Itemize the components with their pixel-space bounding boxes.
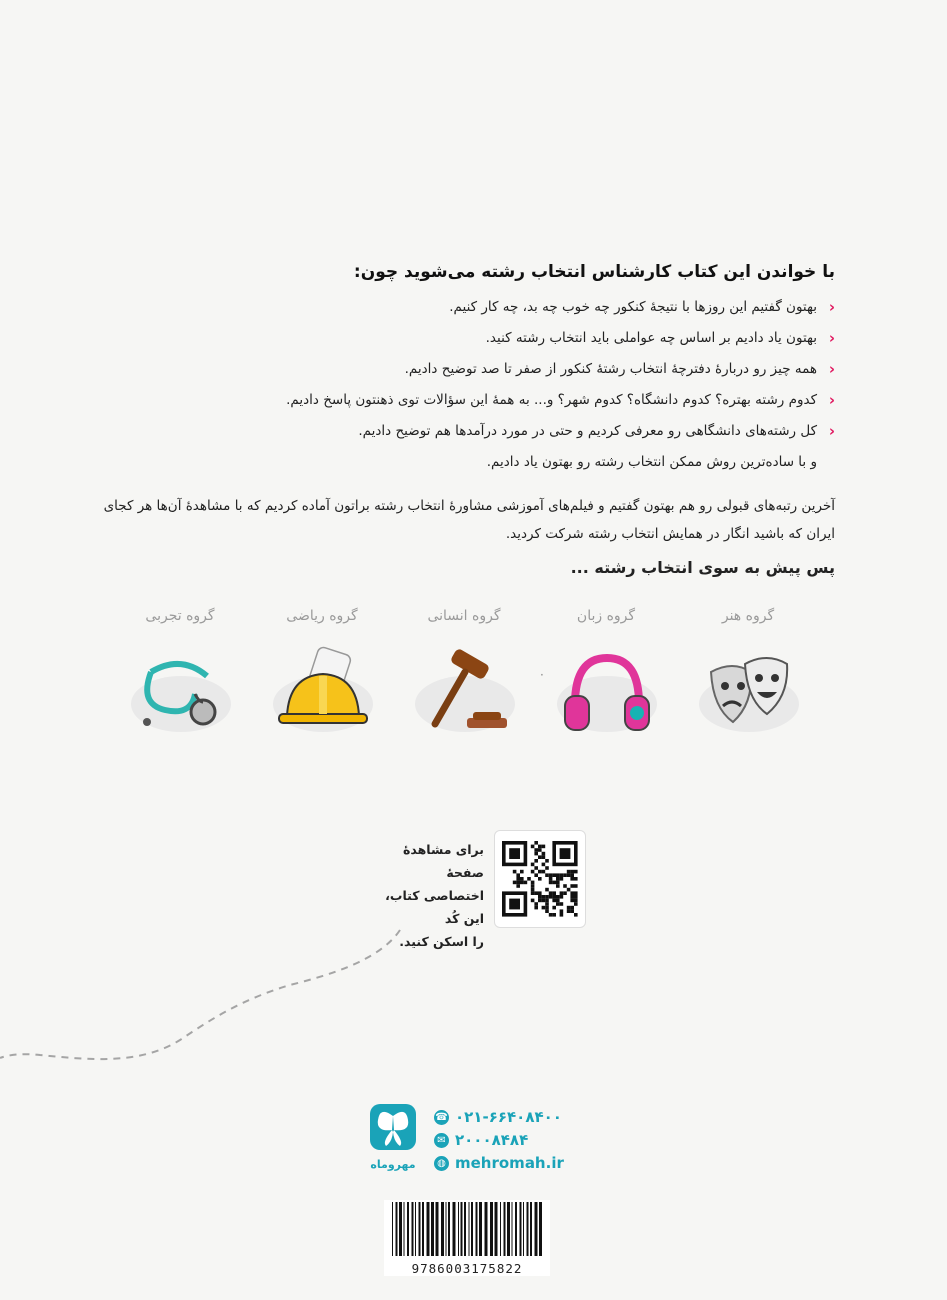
website-link[interactable]: mehromah.ir xyxy=(455,1154,564,1172)
group-label: گروه هنر xyxy=(721,608,775,624)
group-experimental xyxy=(120,608,240,742)
theater-masks-icon xyxy=(693,642,803,738)
qr-code[interactable] xyxy=(494,830,586,928)
field-groups xyxy=(118,608,828,748)
sms-icon: ✉ xyxy=(434,1133,449,1148)
main-text xyxy=(100,262,835,577)
list-item: ‹ کل رشته‌های دانشگاهی رو معرفی کردیم و حتی در مورد درآمدها هم توضیح دادیم. xyxy=(100,416,835,447)
group-math xyxy=(262,608,382,742)
chevron-left-icon: ‹ xyxy=(828,360,835,378)
isbn-number: 9786003175822 xyxy=(384,1261,550,1276)
list-item: ‹ همه چیز رو دربارهٔ دفترچهٔ انتخاب رشتهٔ کنکور از صفر تا صد توضیح دادیم. xyxy=(100,354,835,385)
chevron-left-icon: ‹ xyxy=(828,298,835,316)
qr-section xyxy=(385,830,584,949)
group-language xyxy=(546,608,666,742)
phone-icon: ☎ xyxy=(435,1112,448,1123)
contact-info xyxy=(434,1106,564,1175)
headline: با خواندن این کتاب کارشناس انتخاب رشته می‌شوید چون: xyxy=(353,262,835,282)
stethoscope-icon xyxy=(125,642,235,738)
group-label: گروه انسانی xyxy=(427,608,501,624)
isbn-barcode xyxy=(384,1200,550,1276)
chevron-left-icon: ‹ xyxy=(828,422,835,440)
separator-dot: · xyxy=(540,668,544,682)
website-row xyxy=(434,1152,564,1175)
phone-row xyxy=(434,1106,564,1129)
chevron-left-icon: ‹ xyxy=(828,329,835,347)
description-paragraph: آخرین رتبه‌های قبولی رو هم بهتون گفتیم و فیلم‌های آموزشی مشاورهٔ انتخاب رشته براتون آماده کردیم که با مشاهدهٔ آن‌ها هر کجای ایران که باشید انگار در همایش انتخاب رشته شرکت کردید. xyxy=(103,498,835,542)
chevron-left-icon: ‹ xyxy=(828,391,835,409)
publisher-name: مهروماه xyxy=(370,1158,416,1171)
closing-line: پس پیش به سوی انتخاب رشته ... xyxy=(570,558,835,577)
gavel-icon xyxy=(409,642,519,738)
hard-hat-icon xyxy=(267,642,377,738)
benefit-list xyxy=(100,292,835,447)
summary-line: و با ساده‌ترین روش ممکن انتخاب رشته رو بهتون یاد دادیم. xyxy=(486,454,817,470)
sms-row xyxy=(434,1129,564,1152)
group-label: گروه ریاضی xyxy=(286,608,358,624)
headphones-icon xyxy=(551,642,661,738)
sms-number[interactable]: ۲۰۰۰۸۴۸۴ xyxy=(455,1131,529,1149)
group-label: گروه تجربی xyxy=(145,608,215,624)
phone-number[interactable]: ۰۲۱-۶۶۴۰۸۴۰۰ xyxy=(455,1108,562,1126)
globe-icon: ◍ xyxy=(434,1156,449,1171)
qr-caption: برای مشاهدهٔ صفحهٔ اختصاصی کتاب، این کُد را اسکن کنید. xyxy=(385,842,484,949)
group-humanities xyxy=(404,608,524,742)
list-item: ‹ کدوم رشته بهتره؟ کدوم دانشگاه؟ کدوم شهر؟ و... به همهٔ این سؤالات توی ذهنتون پاسخ دادیم. xyxy=(100,385,835,416)
butterfly-logo-icon xyxy=(368,1102,418,1154)
list-item: ‹ بهتون گفتیم این روزها با نتیجهٔ کنکور چه خوب چه بد، چه کار کنیم. xyxy=(100,292,835,323)
list-item: ‹ بهتون یاد دادیم بر اساس چه عواملی باید انتخاب رشته کنید. xyxy=(100,323,835,354)
publisher-logo xyxy=(362,1102,424,1186)
group-art xyxy=(688,608,808,742)
group-label: گروه زبان xyxy=(576,608,636,624)
